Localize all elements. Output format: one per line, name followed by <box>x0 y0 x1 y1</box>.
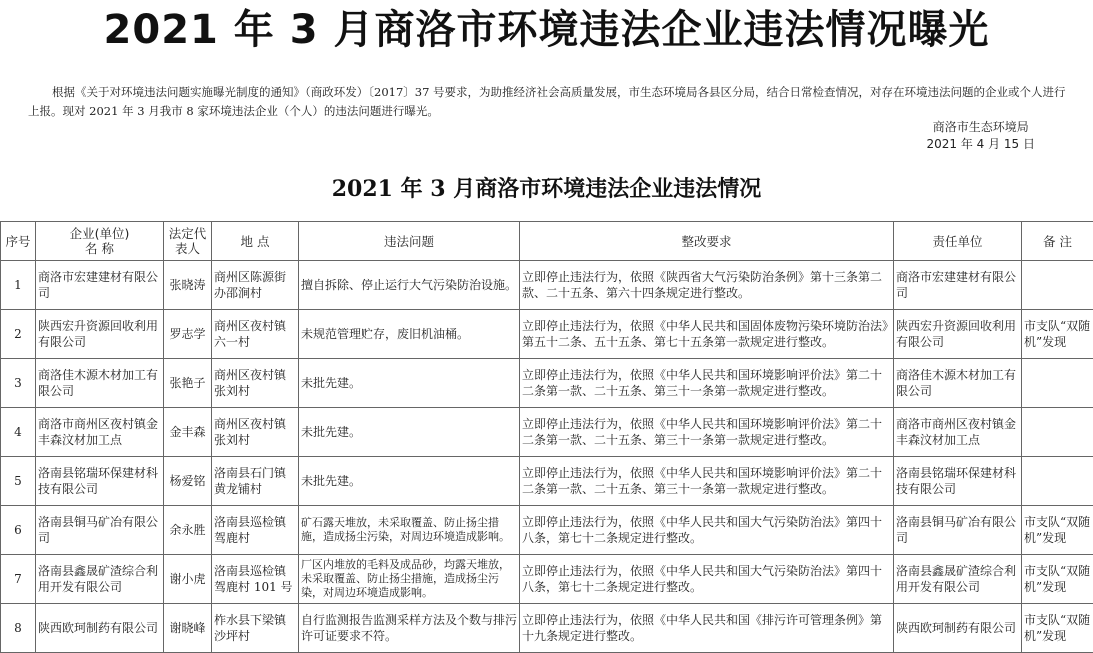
cell-rectification: 立即停止违法行为，依照《中华人民共和国固体废物污染环境防治法》第五十二条、五十五条、第七十五条第一款规定进行整改。 <box>520 310 894 359</box>
cell-legal-rep: 谢小虎 <box>164 555 212 604</box>
cell-legal-rep: 谢晓峰 <box>164 604 212 653</box>
cell-responsible-unit: 陕西宏升资源回收利用有限公司 <box>894 310 1022 359</box>
cell-rectification: 立即停止违法行为，依照《中华人民共和国《排污许可管理条例》第十九条规定进行整改。 <box>520 604 894 653</box>
cell-legal-rep: 罗志学 <box>164 310 212 359</box>
cell-remarks: 市支队“双随机”发现 <box>1022 604 1093 653</box>
cell-rectification: 立即停止违法行为，依照《陕西省大气污染防治条例》第十三条第二款、二十五条、第六十四条规定进行整改。 <box>520 261 894 310</box>
table-row <box>1 555 1093 604</box>
cell-responsible-unit: 商洛佳木源木材加工有限公司 <box>894 359 1022 408</box>
issuer-block <box>926 119 1035 153</box>
cell-location: 洛南县巡检镇驾鹿村 <box>212 506 299 555</box>
header-index: 序号 <box>1 222 36 261</box>
cell-index: 4 <box>1 408 36 457</box>
cell-company: 商洛市宏建建材有限公司 <box>36 261 164 310</box>
cell-violation: 厂区内堆放的毛料及成品砂，均露天堆放，未采取覆盖、防止扬尘措施，造成扬尘污染，对周边环境造成影响。 <box>299 555 520 604</box>
cell-violation: 矿石露天堆放，未采取覆盖、防止扬尘措施，造成扬尘污染，对周边环境造成影响。 <box>299 506 520 555</box>
cell-violation: 未批先建。 <box>299 408 520 457</box>
cell-company: 商洛佳木源木材加工有限公司 <box>36 359 164 408</box>
cell-location: 洛南县巡检镇驾鹿村 101 号 <box>212 555 299 604</box>
table-row <box>1 604 1093 653</box>
cell-company: 陕西宏升资源回收利用有限公司 <box>36 310 164 359</box>
header-remarks: 备 注 <box>1022 222 1093 261</box>
cell-index: 7 <box>1 555 36 604</box>
cell-violation: 未批先建。 <box>299 457 520 506</box>
cell-remarks <box>1022 457 1093 506</box>
cell-legal-rep: 张晓涛 <box>164 261 212 310</box>
page-headline: 2021 年 3 月商洛市环境违法企业违法情况曝光 <box>0 4 1093 56</box>
cell-index: 8 <box>1 604 36 653</box>
cell-index: 2 <box>1 310 36 359</box>
cell-location: 商州区夜村镇六一村 <box>212 310 299 359</box>
cell-responsible-unit: 洛南县铭瑞环保建材科技有限公司 <box>894 457 1022 506</box>
cell-index: 1 <box>1 261 36 310</box>
table-row <box>1 359 1093 408</box>
cell-legal-rep: 余永胜 <box>164 506 212 555</box>
header-responsible-unit: 责任单位 <box>894 222 1022 261</box>
issuer-name: 商洛市生态环境局 <box>926 119 1035 136</box>
table-row <box>1 457 1093 506</box>
cell-rectification: 立即停止违法行为，依照《中华人民共和国大气污染防治法》第四十八条，第七十二条规定进行整改。 <box>520 506 894 555</box>
header-violation: 违法问题 <box>299 222 520 261</box>
cell-location: 洛南县石门镇黄龙铺村 <box>212 457 299 506</box>
cell-location: 商州区夜村镇张刘村 <box>212 359 299 408</box>
cell-location: 商州区夜村镇张刘村 <box>212 408 299 457</box>
cell-responsible-unit: 商洛市商州区夜村镇金丰森汶材加工点 <box>894 408 1022 457</box>
cell-rectification: 立即停止违法行为，依照《中华人民共和国环境影响评价法》第二十二条第一款、二十五条、第三十一条第一款规定进行整改。 <box>520 457 894 506</box>
cell-company: 陕西欧珂制药有限公司 <box>36 604 164 653</box>
header-rectification: 整改要求 <box>520 222 894 261</box>
cell-violation: 未批先建。 <box>299 359 520 408</box>
cell-index: 3 <box>1 359 36 408</box>
cell-remarks <box>1022 261 1093 310</box>
table-header-row <box>1 222 1093 261</box>
table-row <box>1 408 1093 457</box>
cell-remarks: 市支队“双随机”发现 <box>1022 506 1093 555</box>
cell-rectification: 立即停止违法行为，依照《中华人民共和国环境影响评价法》第二十二条第一款、二十五条、第三十一条第一款规定进行整改。 <box>520 359 894 408</box>
cell-violation: 擅自拆除、停止运行大气污染防治设施。 <box>299 261 520 310</box>
cell-index: 6 <box>1 506 36 555</box>
cell-responsible-unit: 陕西欧珂制药有限公司 <box>894 604 1022 653</box>
cell-responsible-unit: 商洛市宏建建材有限公司 <box>894 261 1022 310</box>
header-location: 地 点 <box>212 222 299 261</box>
cell-responsible-unit: 洛南县铜马矿冶有限公司 <box>894 506 1022 555</box>
cell-remarks: 市支队“双随机”发现 <box>1022 310 1093 359</box>
cell-remarks <box>1022 408 1093 457</box>
cell-legal-rep: 张艳子 <box>164 359 212 408</box>
cell-location: 柞水县下梁镇沙坪村 <box>212 604 299 653</box>
cell-rectification: 立即停止违法行为，依照《中华人民共和国大气污染防治法》第四十八条，第七十二条规定进行整改。 <box>520 555 894 604</box>
violations-table <box>0 221 1093 653</box>
cell-company: 洛南县铜马矿冶有限公司 <box>36 506 164 555</box>
issue-date: 2021 年 4 月 15 日 <box>926 136 1035 153</box>
header-legal-rep: 法定代表人 <box>164 222 212 261</box>
table-row <box>1 310 1093 359</box>
cell-index: 5 <box>1 457 36 506</box>
cell-violation: 自行监测报告监测采样方法及个数与排污许可证要求不符。 <box>299 604 520 653</box>
table-row <box>1 506 1093 555</box>
table-title: 2021 年 3 月商洛市环境违法企业违法情况 <box>0 172 1093 203</box>
cell-legal-rep: 金丰森 <box>164 408 212 457</box>
cell-responsible-unit: 洛南县鑫晟矿渣综合利用开发有限公司 <box>894 555 1022 604</box>
cell-violation: 未规范管理贮存，废旧机油桶。 <box>299 310 520 359</box>
cell-company: 商洛市商州区夜村镇金丰森汶材加工点 <box>36 408 164 457</box>
cell-company: 洛南县鑫晟矿渣综合利用开发有限公司 <box>36 555 164 604</box>
cell-remarks: 市支队“双随机”发现 <box>1022 555 1093 604</box>
intro-paragraph: 根据《关于对环境违法问题实施曝光制度的通知》（商政环发）〔2017〕37 号要求，为助推经济社会高质量发展，市生态环境局各县区分局，结合日常检查情况，对存在环境违法问题的企业或个人进行上报。现对 2021 年 3 月我市 8 家环境违法企业（个人）的违法问题进行曝光。 <box>28 83 1068 121</box>
cell-remarks <box>1022 359 1093 408</box>
cell-location: 商州区陈源街办邵涧村 <box>212 261 299 310</box>
table-row <box>1 261 1093 310</box>
cell-rectification: 立即停止违法行为，依照《中华人民共和国环境影响评价法》第二十二条第一款、二十五条、第三十一条第一款规定进行整改。 <box>520 408 894 457</box>
cell-legal-rep: 杨爱铭 <box>164 457 212 506</box>
cell-company: 洛南县铭瑞环保建材科技有限公司 <box>36 457 164 506</box>
header-company: 企业(单位) 名 称 <box>36 222 164 261</box>
